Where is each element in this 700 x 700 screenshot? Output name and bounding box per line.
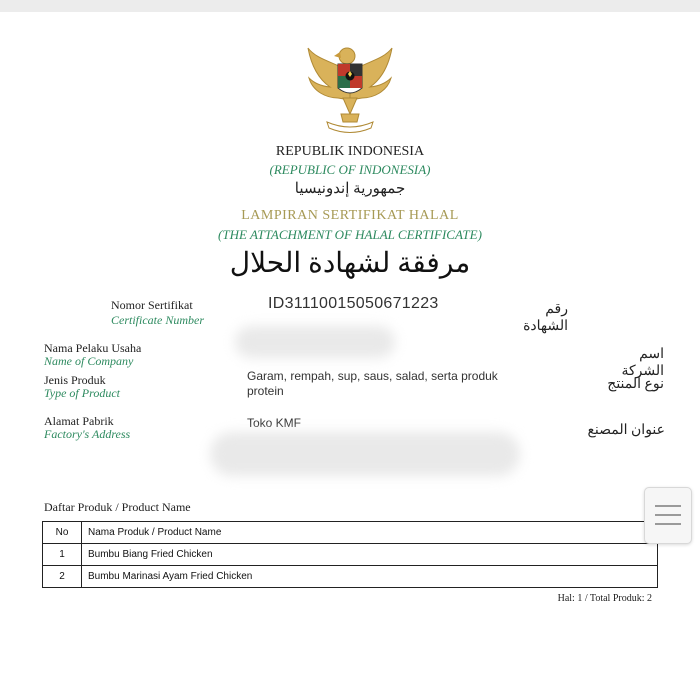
- garuda-emblem-icon: [305, 42, 395, 137]
- product-list-title: Daftar Produk / Product Name: [44, 500, 191, 514]
- column-header-no: No: [43, 522, 82, 544]
- company-label: Nama Pelaku Usaha: [44, 341, 142, 355]
- factory-address-value: Toko KMF: [247, 416, 302, 430]
- factory-address-redacted: [210, 432, 520, 476]
- product-type-value-line2: protein: [247, 384, 284, 398]
- table-row: [43, 544, 658, 566]
- product-type-value-line1: Garam, rempah, sup, saus, salad, serta produk: [247, 369, 498, 383]
- attachment-title-en: (THE ATTACHMENT OF HALAL CERTIFICATE): [218, 227, 482, 242]
- product-type-label-en: Type of Product: [44, 386, 120, 400]
- column-header-product-name: Nama Produk / Product Name: [82, 522, 658, 544]
- republic-title: REPUBLIK INDONESIA: [275, 144, 425, 159]
- hamburger-menu-icon: [655, 523, 681, 525]
- hamburger-menu-icon: [655, 514, 681, 516]
- menu-button[interactable]: [644, 487, 692, 544]
- browser-top-bar: [0, 0, 700, 12]
- company-label-en: Name of Company: [44, 354, 134, 368]
- product-row-name: Bumbu Marinasi Ayam Fried Chicken: [82, 566, 658, 588]
- page-footer: Hal: 1 / Total Produk: 2: [557, 593, 652, 604]
- factory-address-label: Alamat Pabrik: [44, 414, 114, 428]
- certificate-number-label: Nomor Sertifikat: [111, 298, 193, 312]
- factory-address-label-en: Factory's Address: [44, 427, 131, 441]
- product-row-name: Bumbu Biang Fried Chicken: [82, 544, 658, 566]
- product-row-number: 2: [43, 566, 82, 588]
- republic-title-en: (REPUBLIC OF INDONESIA): [269, 162, 431, 177]
- attachment-title-ar: مرفقة لشهادة الحلال: [229, 248, 471, 279]
- product-row-number: 1: [43, 544, 82, 566]
- certificate-number-label-en: Certificate Number: [111, 313, 204, 327]
- product-table: [42, 521, 658, 588]
- table-header-row: [43, 522, 658, 544]
- certificate-number-value: ID31110015050671223: [268, 295, 439, 312]
- table-row: [43, 566, 658, 588]
- factory-address-label-ar: عنوان المصنع: [587, 423, 665, 438]
- product-type-label-ar: نوع المنتج: [607, 377, 664, 392]
- hamburger-menu-icon: [655, 505, 681, 507]
- certificate-number-label-ar: رقم الشهادة: [523, 302, 568, 334]
- company-label-ar: اسم الشركة: [621, 347, 664, 379]
- republic-title-ar: جمهورية إندونيسيا: [294, 181, 406, 197]
- attachment-title: LAMPIRAN SERTIFIKAT HALAL: [241, 208, 459, 223]
- company-name-redacted: [235, 326, 395, 358]
- product-type-label: Jenis Produk: [44, 373, 106, 387]
